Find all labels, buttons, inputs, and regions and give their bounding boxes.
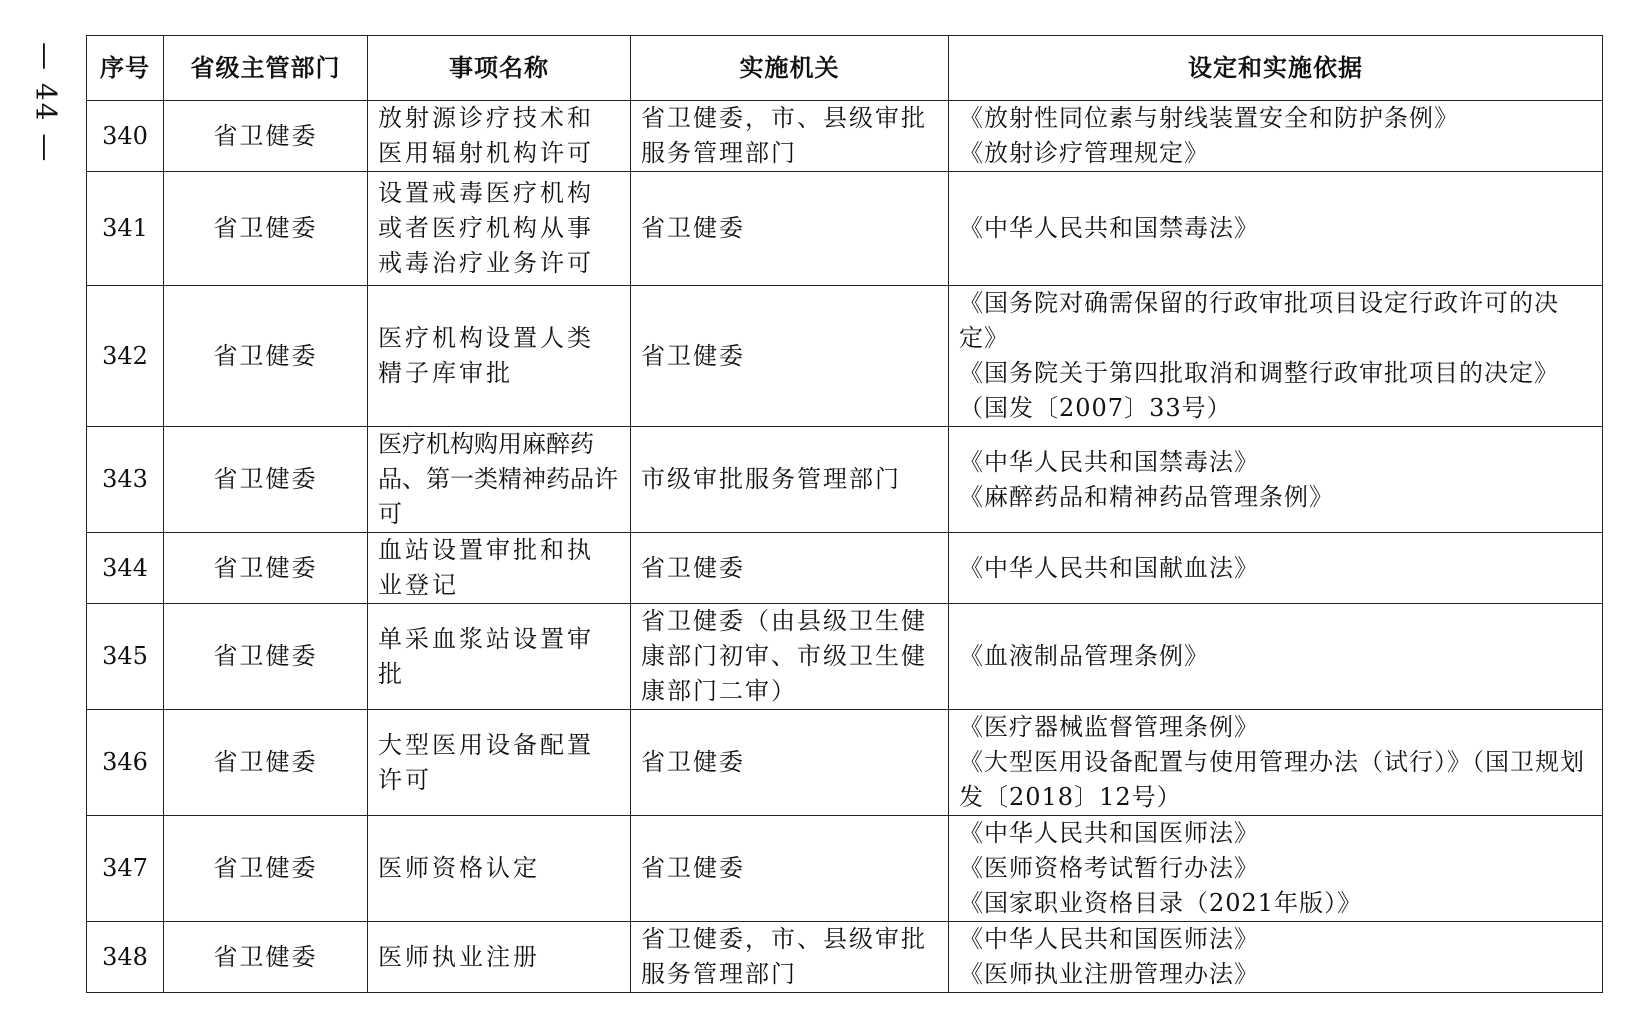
table-header-row — [87, 36, 1603, 101]
basis-line: 《麻醉药品和精神药品管理条例》 — [959, 482, 1334, 511]
table-row — [87, 604, 1603, 710]
row-legal-basis — [949, 816, 1603, 922]
table-row — [87, 533, 1603, 604]
row-item-name: 血站设置审批和执业登记 — [368, 533, 631, 604]
row-item-name: 医师执业注册 — [368, 922, 631, 993]
basis-line: 《中华人民共和国医师法》 — [959, 819, 1259, 847]
row-legal-basis — [949, 710, 1603, 816]
basis-line: 《国务院对确需保留的行政审批项目设定行政许可的决定》 — [959, 289, 1559, 352]
basis-line: 《血液制品管理条例》 — [959, 642, 1209, 670]
row-legal-basis — [949, 101, 1603, 172]
header-department: 省级主管部门 — [164, 36, 368, 101]
row-department: 省卫健委 — [164, 604, 368, 710]
row-legal-basis — [949, 427, 1603, 533]
row-item-name: 放射源诊疗技术和医用辐射机构许可 — [368, 101, 631, 172]
header-legal-basis: 设定和实施依据 — [949, 36, 1603, 101]
row-implementing-agency: 省卫健委 — [631, 710, 949, 816]
row-implementing-agency: 省卫健委 — [631, 533, 949, 604]
table-row — [87, 710, 1603, 816]
table-row — [87, 172, 1603, 286]
row-number: 345 — [87, 604, 164, 710]
table-row — [87, 101, 1603, 172]
header-item-name: 事项名称 — [368, 36, 631, 101]
row-number: 346 — [87, 710, 164, 816]
row-number: 348 — [87, 922, 164, 993]
basis-line: 《国务院关于第四批取消和调整行政审批项目的决定》（国发〔2007〕33号） — [959, 359, 1559, 422]
basis-line: 《中华人民共和国禁毒法》 — [959, 214, 1259, 242]
header-serial-number: 序号 — [87, 36, 164, 101]
row-legal-basis — [949, 922, 1603, 993]
row-item-name: 医师资格认定 — [368, 816, 631, 922]
row-number: 341 — [87, 172, 164, 286]
page-number-text: — 44 — — [29, 42, 63, 164]
row-implementing-agency: 省卫健委 — [631, 816, 949, 922]
row-item-name: 医疗机构设置人类精子库审批 — [368, 286, 631, 427]
row-item-name: 设置戒毒医疗机构或者医疗机构从事戒毒治疗业务许可 — [368, 172, 631, 286]
approval-items-table — [86, 35, 1603, 993]
row-number: 342 — [87, 286, 164, 427]
row-item-name: 单采血浆站设置审批 — [368, 604, 631, 710]
basis-line: 《中华人民共和国医师法》 — [959, 925, 1259, 953]
row-number: 344 — [87, 533, 164, 604]
row-department: 省卫健委 — [164, 427, 368, 533]
row-department: 省卫健委 — [164, 172, 368, 286]
row-department: 省卫健委 — [164, 922, 368, 993]
basis-line: 《医师资格考试暂行办法》 — [959, 854, 1259, 882]
row-item-name: 医疗机构购用麻醉药品、第一类精神药品许可 — [368, 427, 631, 533]
basis-line: 《放射诊疗管理规定》 — [959, 139, 1209, 167]
row-implementing-agency: 市级审批服务管理部门 — [631, 427, 949, 533]
basis-line: 《中华人民共和国献血法》 — [959, 553, 1259, 582]
basis-line: 《大型医用设备配置与使用管理办法（试行）》（国卫规划发〔2018〕12号） — [959, 748, 1585, 811]
row-legal-basis — [949, 286, 1603, 427]
row-department: 省卫健委 — [164, 286, 368, 427]
table-row — [87, 286, 1603, 427]
header-implementing-agency: 实施机关 — [631, 36, 949, 101]
row-implementing-agency: 省卫健委 — [631, 286, 949, 427]
row-number: 343 — [87, 427, 164, 533]
row-implementing-agency: 省卫健委，市、县级审批服务管理部门 — [631, 101, 949, 172]
row-number: 347 — [87, 816, 164, 922]
row-item-name: 大型医用设备配置许可 — [368, 710, 631, 816]
page-number — [24, 28, 68, 178]
basis-line: 《国家职业资格目录（2021年版）》 — [959, 889, 1363, 917]
row-implementing-agency: 省卫健委（由县级卫生健康部门初审、市级卫生健康部门二审） — [631, 604, 949, 710]
row-department: 省卫健委 — [164, 816, 368, 922]
basis-line: 《医疗器械监督管理条例》 — [959, 713, 1259, 741]
row-implementing-agency: 省卫健委，市、县级审批服务管理部门 — [631, 922, 949, 993]
row-legal-basis — [949, 172, 1603, 286]
row-number: 340 — [87, 101, 164, 172]
basis-line: 《医师执业注册管理办法》 — [959, 960, 1259, 988]
row-legal-basis — [949, 604, 1603, 710]
row-department: 省卫健委 — [164, 533, 368, 604]
row-legal-basis — [949, 533, 1603, 604]
basis-line: 《中华人民共和国禁毒法》 — [959, 447, 1259, 476]
row-implementing-agency: 省卫健委 — [631, 172, 949, 286]
row-department: 省卫健委 — [164, 101, 368, 172]
table-row — [87, 816, 1603, 922]
basis-line: 《放射性同位素与射线装置安全和防护条例》 — [959, 104, 1459, 132]
row-department: 省卫健委 — [164, 710, 368, 816]
table-row — [87, 922, 1603, 993]
table-row — [87, 427, 1603, 533]
